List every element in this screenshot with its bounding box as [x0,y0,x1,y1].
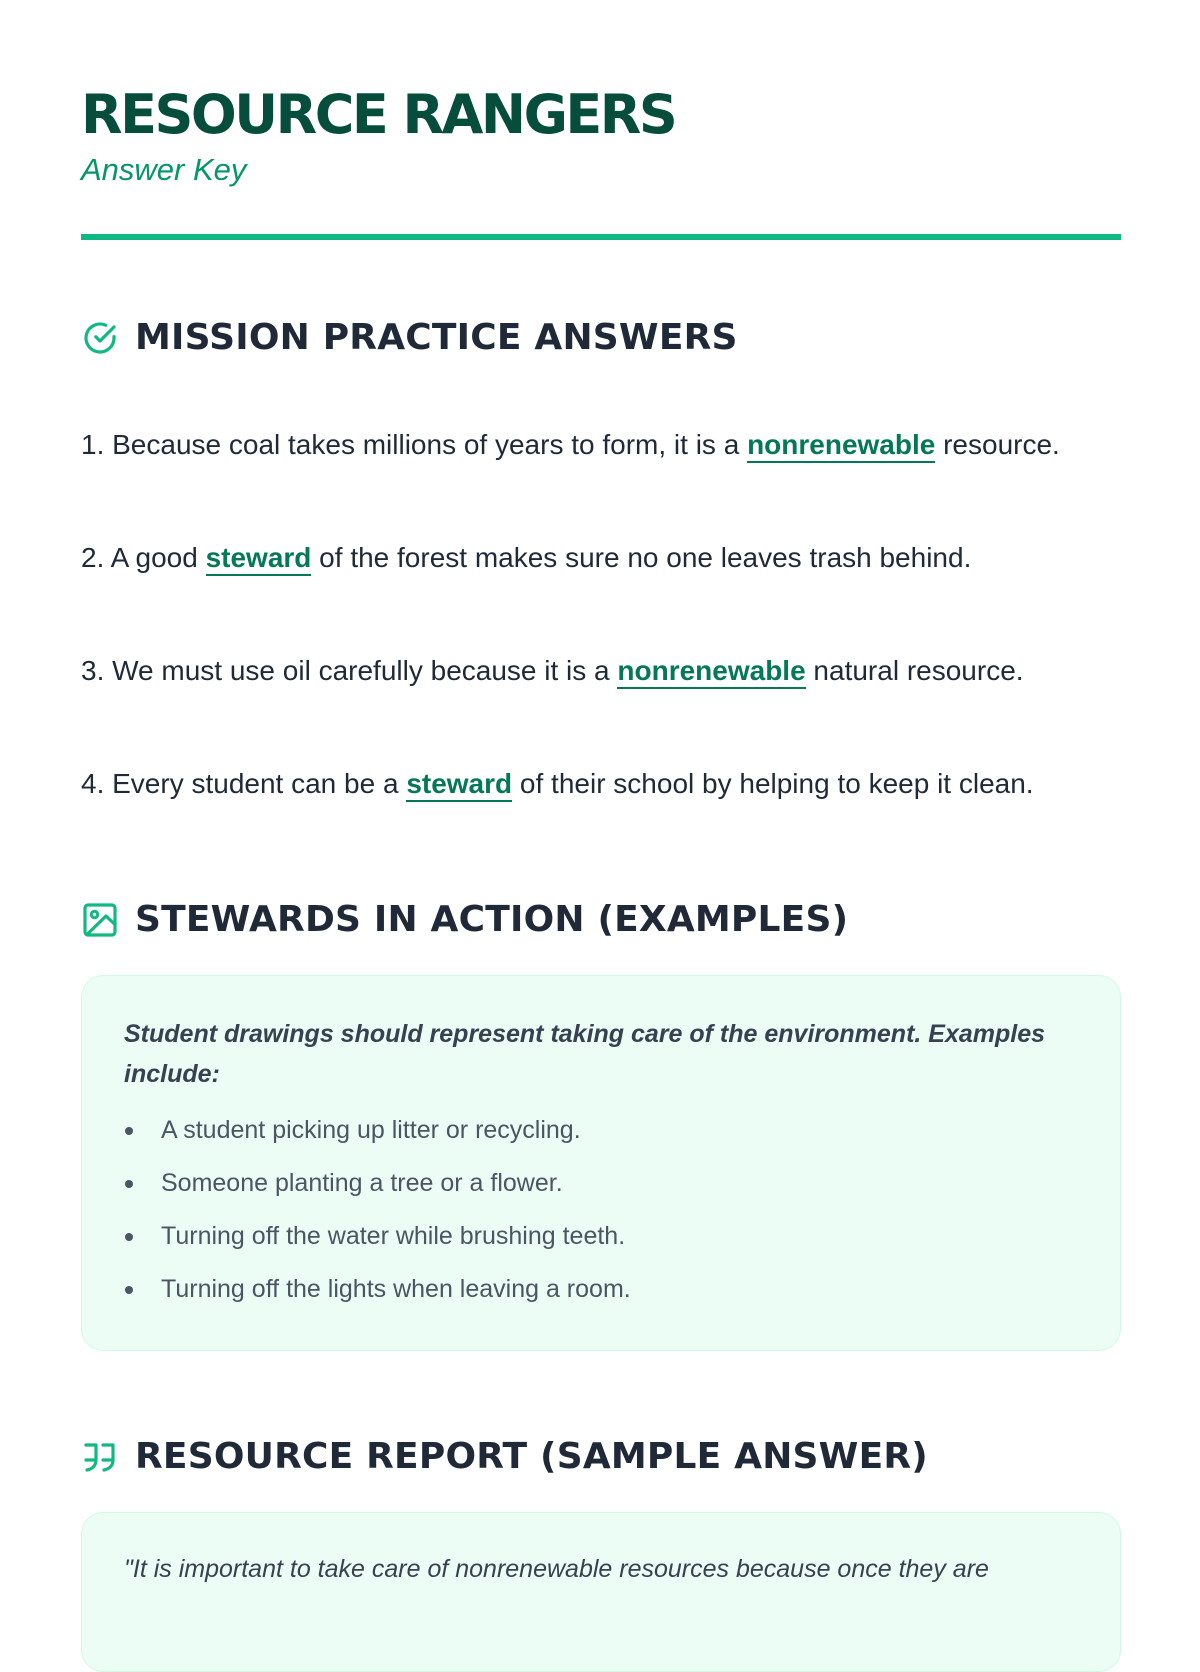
answer-word: steward [206,542,312,576]
practice-answer-4: 4. Every student can be a steward of their school by helping to keep it clean. [81,764,1034,804]
practice-answer-2: 2. A good steward of the forest makes sure no one leaves trash behind. [81,538,971,578]
answer-word: steward [406,768,512,802]
stewards-section-header [81,895,848,945]
list-item: Someone planting a tree or a flower. [124,1163,631,1216]
examples-lead: Student drawings should represent taking care of the environment. Examples include: [124,1020,1046,1088]
answer-word: nonrenewable [747,429,935,463]
report-section-header [81,1432,928,1482]
report-section-title: RESOURCE REPORT (SAMPLE ANSWER) [135,1436,928,1477]
mission-section-header [81,313,738,363]
stewards-section-title: STEWARDS IN ACTION (EXAMPLES) [135,899,849,940]
mission-section-title: MISSION PRACTICE ANSWERS [135,317,738,358]
quote-icon [81,1438,119,1476]
header-divider [81,234,1121,240]
page-subtitle: Answer Key [81,152,247,187]
answer-word: nonrenewable [617,655,805,689]
practice-answer-1: 1. Because coal takes millions of years to form, it is a nonrenewable resource. [81,425,1060,465]
practice-answer-3: 3. We must use oil carefully because it is a nonrenewable natural resource. [81,651,1024,691]
check-circle-icon [81,319,119,357]
sample-answer-text: "It is important to take care of nonrenewable resources because once they are [124,1555,989,1583]
list-item: Turning off the water while brushing teeth. [124,1216,631,1269]
stewards-examples-box [81,975,1121,1351]
image-icon [81,901,119,939]
list-item: Turning off the lights when leaving a room. [124,1269,631,1322]
report-sample-box [81,1512,1121,1672]
list-item: A student picking up litter or recycling. [124,1110,631,1163]
page-title: RESOURCE RANGERS [81,83,676,146]
examples-list [124,1110,631,1322]
